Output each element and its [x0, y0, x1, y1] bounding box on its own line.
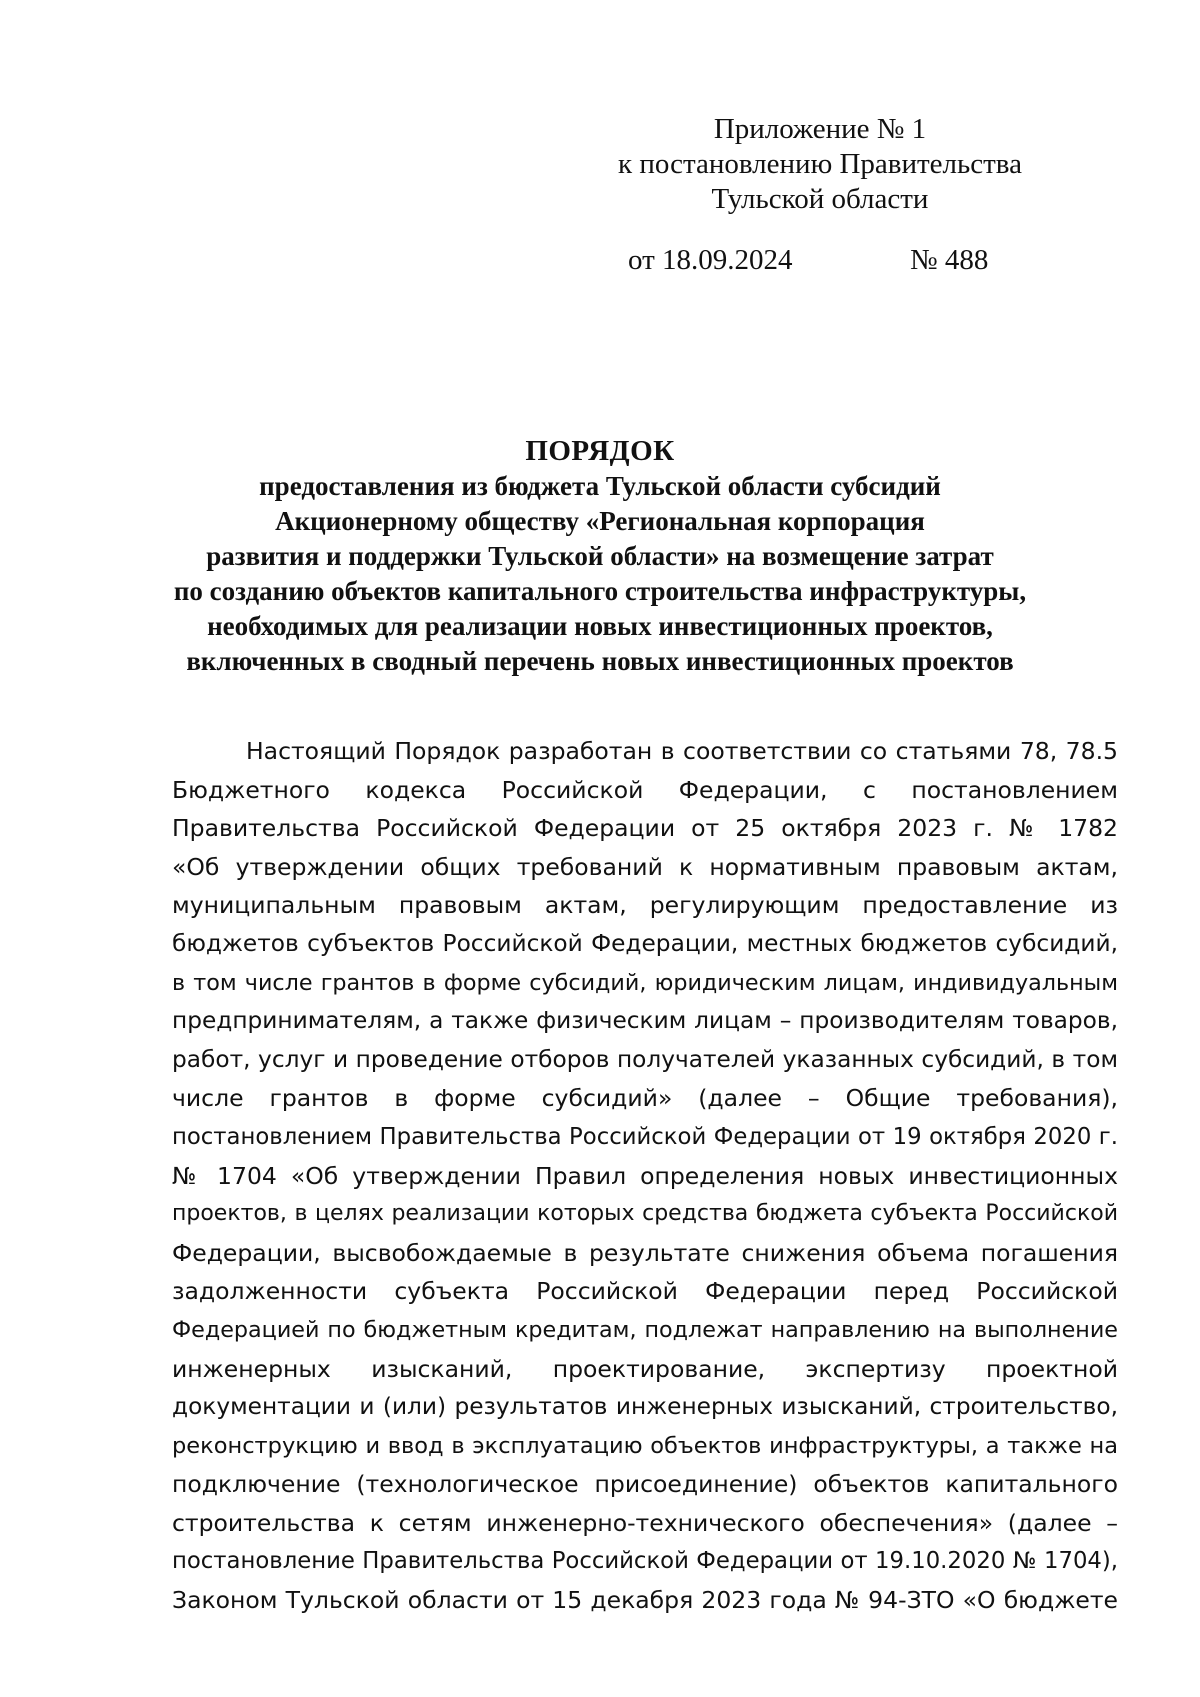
- title-line: предоставления из бюджета Тульской области субсидий: [259, 471, 941, 501]
- body-line: предпринимателям, а также физическим лицам – производителям товаров,: [172, 1007, 1118, 1035]
- document-title: [150, 434, 1050, 679]
- title-line: развития и поддержки Тульской области» на возмещение затрат: [206, 541, 994, 571]
- appendix-line: Тульской области: [711, 183, 929, 215]
- body-line: в том числе грантов в форме субсидий, юридическим лицам, индивидуальным: [172, 969, 1118, 996]
- body-line: инженерных изысканий, проектирование, экспертизу проектной: [172, 1354, 1118, 1383]
- resolution-date: от 18.09.2024: [628, 244, 793, 276]
- body-line: «Об утверждении общих требований к нормативным правовым актам,: [172, 852, 1118, 881]
- body-line: постановление Правительства Российской Федерации от 19.10.2020 № 1704),: [172, 1548, 1118, 1575]
- title-line: по созданию объектов капитального строительства инфраструктуры,: [173, 576, 1027, 606]
- body-line: Законом Тульской области от 15 декабря 2023 года № 94-ЗТО «О бюджете: [172, 1586, 1118, 1615]
- body-line: постановлением Правительства Российской Федерации от 19 октября 2020 г.: [172, 1123, 1118, 1150]
- body-line: Федерацией по бюджетным кредитам, подлежат направлению на выполнение: [172, 1316, 1118, 1343]
- body-line: числе грантов в форме субсидий» (далее – Общие требования),: [172, 1084, 1118, 1113]
- body-line: Бюджетного кодекса Российской Федерации, с постановлением: [172, 775, 1118, 804]
- resolution-number: № 488: [910, 244, 989, 276]
- body-line: муниципальным правовым актам, регулирующим предоставление из: [172, 891, 1118, 920]
- body-line: проектов, в целях реализации которых средства бюджета субъекта Российской: [172, 1201, 1118, 1227]
- appendix-line: к постановлению Правительства: [618, 148, 1022, 180]
- title-line: включенных в сводный перечень новых инвестиционных проектов: [186, 646, 1014, 676]
- body-line: реконструкцию и ввод в эксплуатацию объектов инфраструктуры, а также на: [172, 1432, 1118, 1459]
- body-line: документации и (или) результатов инженерных изысканий, строительство,: [172, 1393, 1118, 1421]
- appendix-line: Приложение № 1: [713, 113, 927, 145]
- title-main: ПОРЯДОК: [525, 435, 675, 467]
- body-line: № 1704 «Об утверждении Правил определения новых инвестиционных: [172, 1161, 1118, 1190]
- appendix-header: [560, 112, 1080, 217]
- title-line: Акционерному обществу «Региональная корпорация: [275, 506, 925, 536]
- body-line: Настоящий Порядок разработан в соответствии со статьями 78, 78.5: [246, 737, 1118, 765]
- title-line: необходимых для реализации новых инвестиционных проектов,: [207, 611, 993, 641]
- body-line: работ, услуг и проведение отборов получателей указанных субсидий, в том: [172, 1045, 1118, 1073]
- body-line: задолженности субъекта Российской Федерации перед Российской: [172, 1277, 1118, 1306]
- resolution-date-line: [628, 243, 989, 278]
- body-line: Правительства Российской Федерации от 25 октября 2023 г. № 1782: [172, 814, 1118, 843]
- body-line: строительства к сетям инженерно-технического обеспечения» (далее –: [172, 1508, 1118, 1537]
- body-paragraph: [172, 732, 1118, 1620]
- body-line: Федерации, высвобождаемые в результате снижения объема погашения: [172, 1238, 1118, 1267]
- body-line: подключение (технологическое присоединение) объектов капитального: [172, 1470, 1118, 1499]
- body-line: бюджетов субъектов Российской Федерации, местных бюджетов субсидий,: [172, 929, 1118, 957]
